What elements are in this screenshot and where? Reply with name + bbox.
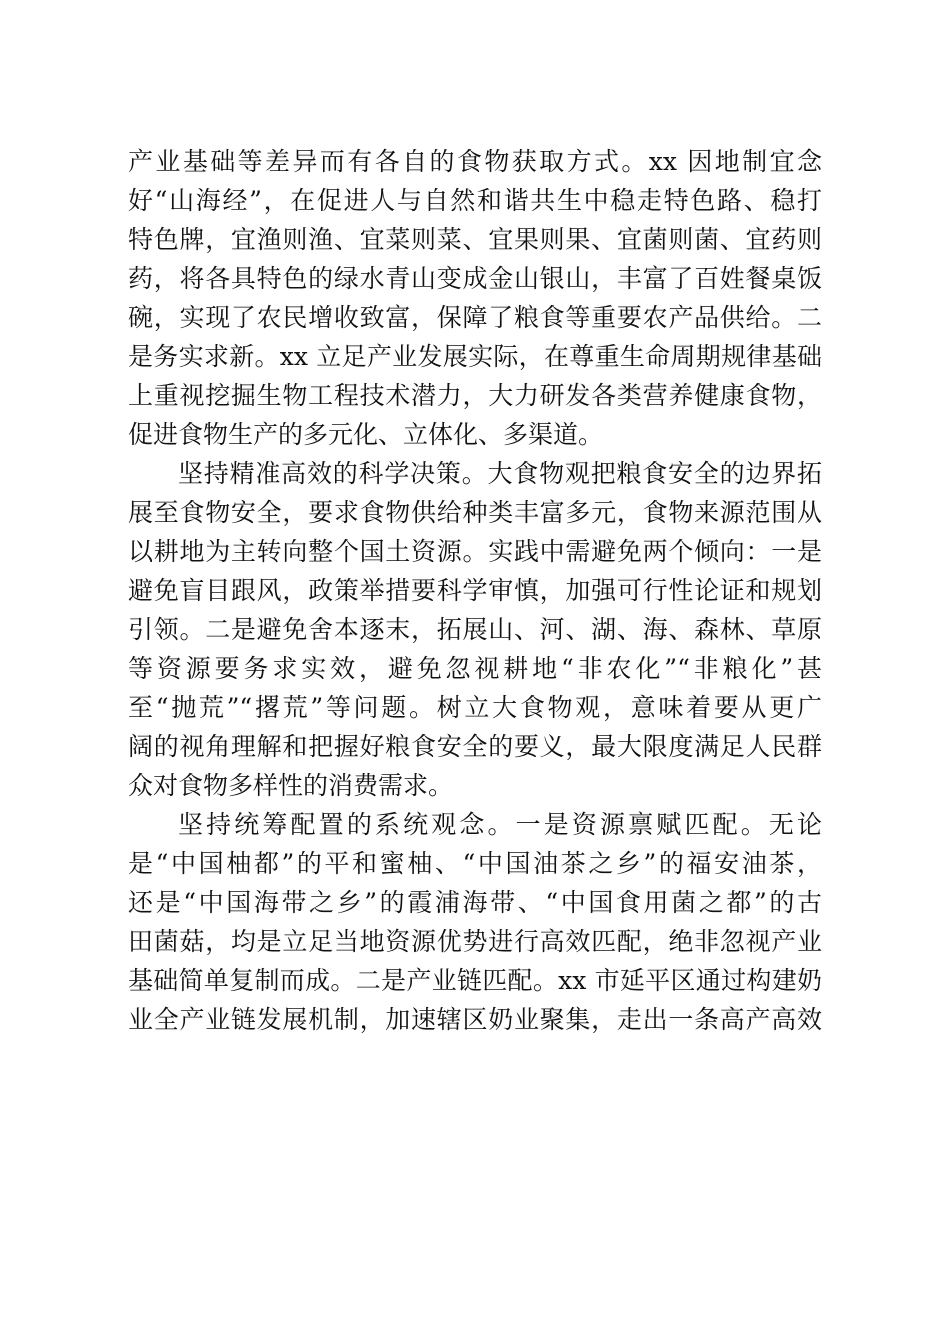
text-line: 基础简单复制而成。二是产业链匹配。xx 市延平区通过构建奶 xyxy=(128,966,822,995)
text-line: 上重视挖掘生物工程技术潜力，大力研发各类营养健康食物， xyxy=(128,381,822,410)
text-line: 是务实求新。xx 立足产业发展实际，在尊重生命周期规律基础 xyxy=(128,342,822,371)
paragraph-first-line: 坚持精准高效的科学决策。大食物观把粮食安全的边界拓 xyxy=(178,459,822,488)
paragraph-first-line: 坚持统筹配置的系统观念。一是资源禀赋匹配。无论 xyxy=(178,810,822,839)
text-line: 避免盲目跟风，政策举措要科学审慎，加强可行性论证和规划 xyxy=(128,576,822,605)
text-line: 以耕地为主转向整个国土资源。实践中需避免两个倾向：一是 xyxy=(128,537,822,566)
text-line: 田菌菇，均是立足当地资源优势进行高效匹配，绝非忽视产业 xyxy=(128,927,822,956)
text-line: 产业基础等差异而有各自的食物获取方式。xx 因地制宜念 xyxy=(128,147,822,176)
text-line: 阔的视角理解和把握好粮食安全的要义，最大限度满足人民群 xyxy=(128,732,822,761)
text-line: 引领。二是避免舍本逐末，拓展山、河、湖、海、森林、草原 xyxy=(128,615,822,644)
text-line: 等资源要务求实效，避免忽视耕地“非农化”“非粮化”甚 xyxy=(128,654,822,683)
text-line: 碗，实现了农民增收致富，保障了粮食等重要农产品供给。二 xyxy=(128,303,822,332)
text-line: 是“中国柚都”的平和蜜柚、“中国油茶之乡”的福安油茶， xyxy=(128,849,822,878)
text-line: 业全产业链发展机制，加速辖区奶业聚集，走出一条高产高效 xyxy=(128,1005,822,1034)
text-line: 好“山海经”，在促进人与自然和谐共生中稳走特色路、稳打 xyxy=(128,186,822,215)
text-line: 还是“中国海带之乡”的霞浦海带、“中国食用菌之都”的古 xyxy=(128,888,822,917)
text-line: 药，将各具特色的绿水青山变成金山银山，丰富了百姓餐桌饭 xyxy=(128,264,822,293)
text-line: 展至食物安全，要求食物供给种类丰富多元，食物来源范围从 xyxy=(128,498,822,527)
text-line: 众对食物多样性的消费需求。 xyxy=(128,771,454,800)
text-line: 促进食物生产的多元化、立体化、多渠道。 xyxy=(128,420,604,449)
text-line: 至“抛荒”“撂荒”等问题。树立大食物观，意味着要从更广 xyxy=(128,693,822,722)
document-page xyxy=(128,142,822,1039)
text-line: 特色牌，宜渔则渔、宜菜则菜、宜果则果、宜菌则菌、宜药则 xyxy=(128,225,822,254)
